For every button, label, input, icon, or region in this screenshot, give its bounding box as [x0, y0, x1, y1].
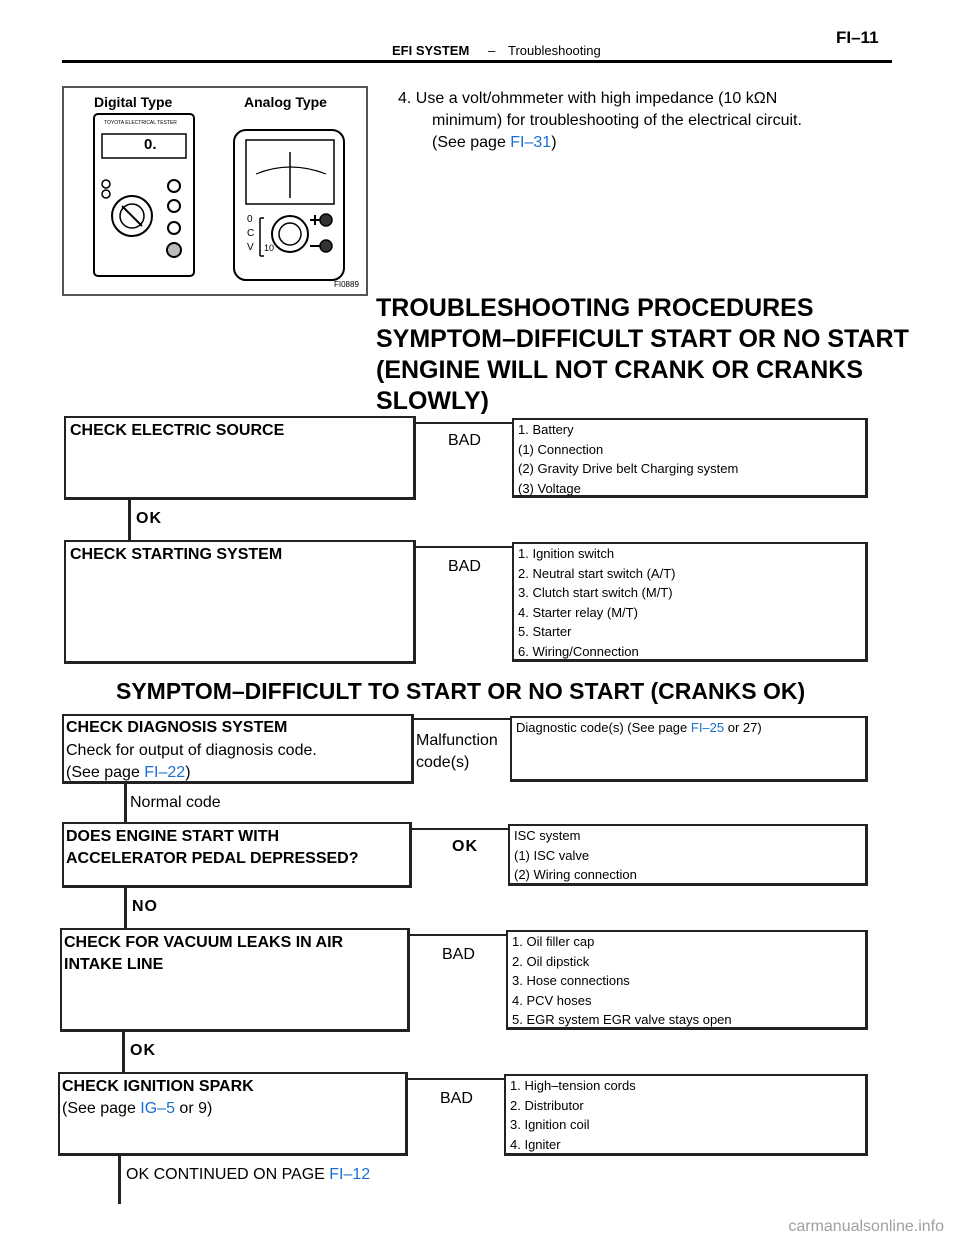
continued-prefix: OK CONTINUED ON PAGE: [126, 1166, 330, 1183]
continued-note: [126, 1166, 370, 1184]
connector-normal: [124, 784, 127, 822]
arrow-line-vacuum: [410, 934, 508, 936]
digital-brand-label: TOYOTA ELECTRICAL TESTER: [104, 120, 177, 126]
starting-item-2: 2. Neutral start switch (A/T): [518, 565, 676, 581]
check-diagnosis-title: CHECK DIAGNOSIS SYSTEM: [66, 719, 288, 736]
accelerator-question-box: [62, 822, 412, 888]
check-diagnosis-ref: [64, 762, 411, 784]
intro-page-link[interactable]: FI–31: [510, 134, 552, 151]
check-electric-source-box: [64, 416, 416, 500]
ignition-spark-title: CHECK IGNITION SPARK: [62, 1078, 254, 1095]
figure-code: FI0889: [334, 280, 359, 289]
heading-cranks-ok: SYMPTOM–DIFFICULT TO START OR NO START (CRANKS OK): [116, 678, 806, 704]
spark-items: [504, 1074, 868, 1156]
accelerator-title-line1: DOES ENGINE START WITH: [66, 828, 280, 845]
vacuum-item-1: 1. Oil filler cap: [512, 934, 595, 949]
electric-item-3: (2) Gravity Drive belt Charging system: [518, 461, 739, 476]
vacuum-leaks-box: [60, 928, 410, 1032]
branch-malfunction-line2: code(s): [416, 754, 470, 771]
intro-line3: [432, 132, 557, 154]
diag-page-link[interactable]: FI–22: [144, 764, 186, 781]
connector-no: [124, 888, 127, 928]
vacuum-item-4: 4. PCV hoses: [512, 992, 592, 1008]
electric-item-2: (1) Connection: [518, 441, 604, 457]
analog-scale-0: 0: [247, 214, 253, 225]
branch-no: NO: [132, 898, 158, 915]
header-section: EFI SYSTEM: [392, 43, 470, 58]
continued-page-link[interactable]: FI–12: [329, 1166, 371, 1183]
diag-result-link[interactable]: FI–25: [690, 720, 725, 735]
branch-normal-code: Normal code: [130, 794, 221, 811]
vacuum-item-5: 5. EGR system EGR valve stays open: [512, 1012, 732, 1027]
multimeter-figure: [62, 86, 368, 296]
starting-item-1: 1. Ignition switch: [518, 546, 615, 561]
diag-ref-prefix: (See page: [66, 764, 145, 781]
spark-item-2: 2. Distributor: [510, 1097, 584, 1113]
connector-ok-1: [128, 500, 131, 540]
spark-ref-prefix: (See page: [62, 1100, 141, 1117]
multimeter-illustration: [64, 88, 366, 294]
heading-troubleshooting: [376, 293, 909, 417]
spark-item-4: 4. Igniter: [510, 1136, 561, 1152]
isc-system-items: [508, 824, 868, 886]
connector-continued: [118, 1156, 121, 1204]
isc-item-2: (1) ISC valve: [514, 847, 590, 863]
arrow-line-diag: [414, 718, 510, 720]
check-electric-source-title: CHECK ELECTRIC SOURCE: [70, 422, 285, 439]
digital-type-label: Digital Type: [94, 94, 173, 110]
page-number: FI–11: [836, 28, 879, 47]
spark-item-1: 1. High–tension cords: [510, 1078, 636, 1093]
spark-page-link[interactable]: IG–5: [140, 1100, 175, 1117]
diagnosis-result-box: [510, 716, 868, 782]
diag-result-prefix: Diagnostic code(s) (See page: [516, 720, 691, 735]
electric-source-items: [512, 418, 868, 498]
watermark: carmanualsonline.info: [788, 1218, 944, 1235]
check-diagnosis-box: [62, 714, 414, 784]
branch-malfunction-line1: Malfunction: [416, 732, 498, 749]
header-subsection: Troubleshooting: [508, 43, 601, 58]
branch-bad-electric: BAD: [448, 432, 481, 449]
intro-line1: 4. Use a volt/ohmmeter with high impedance (10 kΩN: [398, 90, 778, 107]
header-rule: [62, 60, 892, 63]
connector-ok-vacuum: [122, 1032, 125, 1072]
branch-bad-starting: BAD: [448, 558, 481, 575]
branch-ok-accel: OK: [452, 838, 478, 855]
isc-item-1: ISC system: [514, 828, 581, 843]
check-starting-system-box: [64, 540, 416, 664]
analog-type-label: Analog Type: [244, 94, 327, 110]
vacuum-title-line1: CHECK FOR VACUUM LEAKS IN AIR: [64, 934, 344, 951]
accelerator-title-line2: ACCELERATOR PEDAL DEPRESSED?: [66, 850, 359, 867]
vacuum-item-3: 3. Hose connections: [512, 973, 630, 988]
electric-item-1: 1. Battery: [518, 422, 574, 437]
header-separator: –: [488, 43, 496, 58]
electric-item-4: (3) Voltage: [518, 480, 581, 496]
branch-ok-vacuum: OK: [130, 1042, 156, 1059]
intro-ref-prefix: (See page: [432, 134, 511, 151]
starting-item-5: 5. Starter: [518, 624, 572, 639]
intro-ref-suffix: ): [551, 134, 557, 151]
vacuum-item-2: 2. Oil dipstick: [512, 953, 590, 969]
heading-line3: (ENGINE WILL NOT CRANK OR CRANKS: [376, 356, 864, 384]
analog-scale-c: C: [247, 228, 255, 239]
starting-item-4: 4. Starter relay (M/T): [518, 604, 638, 620]
arrow-line-starting: [416, 546, 512, 548]
starting-item-6: 6. Wiring/Connection: [518, 643, 639, 659]
analog-scale-v: V: [247, 242, 254, 253]
ignition-spark-box: [58, 1072, 408, 1156]
check-diagnosis-text: Check for output of diagnosis code.: [66, 742, 317, 759]
arrow-line-accel: [412, 828, 510, 830]
heading-line2: SYMPTOM–DIFFICULT START OR NO START: [376, 325, 909, 353]
arrow-line-electric: [416, 422, 512, 424]
branch-bad-vacuum: BAD: [442, 946, 475, 963]
ignition-spark-ref: [60, 1098, 405, 1120]
intro-line2: minimum) for troubleshooting of the electrical circuit.: [432, 112, 802, 129]
diag-result-suffix: or 27): [724, 720, 762, 735]
heading-line4: SLOWLY): [376, 387, 489, 415]
branch-bad-spark: BAD: [440, 1090, 473, 1107]
heading-line1: TROUBLESHOOTING PROCEDURES: [376, 294, 814, 322]
vacuum-items: [506, 930, 868, 1030]
starting-system-items: [512, 542, 868, 662]
diag-ref-suffix: ): [185, 764, 191, 781]
check-starting-system-title: CHECK STARTING SYSTEM: [70, 546, 283, 563]
isc-item-3: (2) Wiring connection: [514, 867, 637, 882]
starting-item-3: 3. Clutch start switch (M/T): [518, 585, 673, 600]
arrow-line-spark: [408, 1078, 506, 1080]
branch-malfunction: [416, 730, 498, 774]
analog-scale-10: 10: [264, 243, 275, 253]
branch-ok-1: OK: [136, 510, 162, 527]
spark-item-3: 3. Ignition coil: [510, 1117, 590, 1132]
spark-ref-suffix: or 9): [174, 1100, 213, 1117]
vacuum-title-line2: INTAKE LINE: [64, 956, 164, 973]
digital-display-value: 0.: [144, 136, 157, 153]
